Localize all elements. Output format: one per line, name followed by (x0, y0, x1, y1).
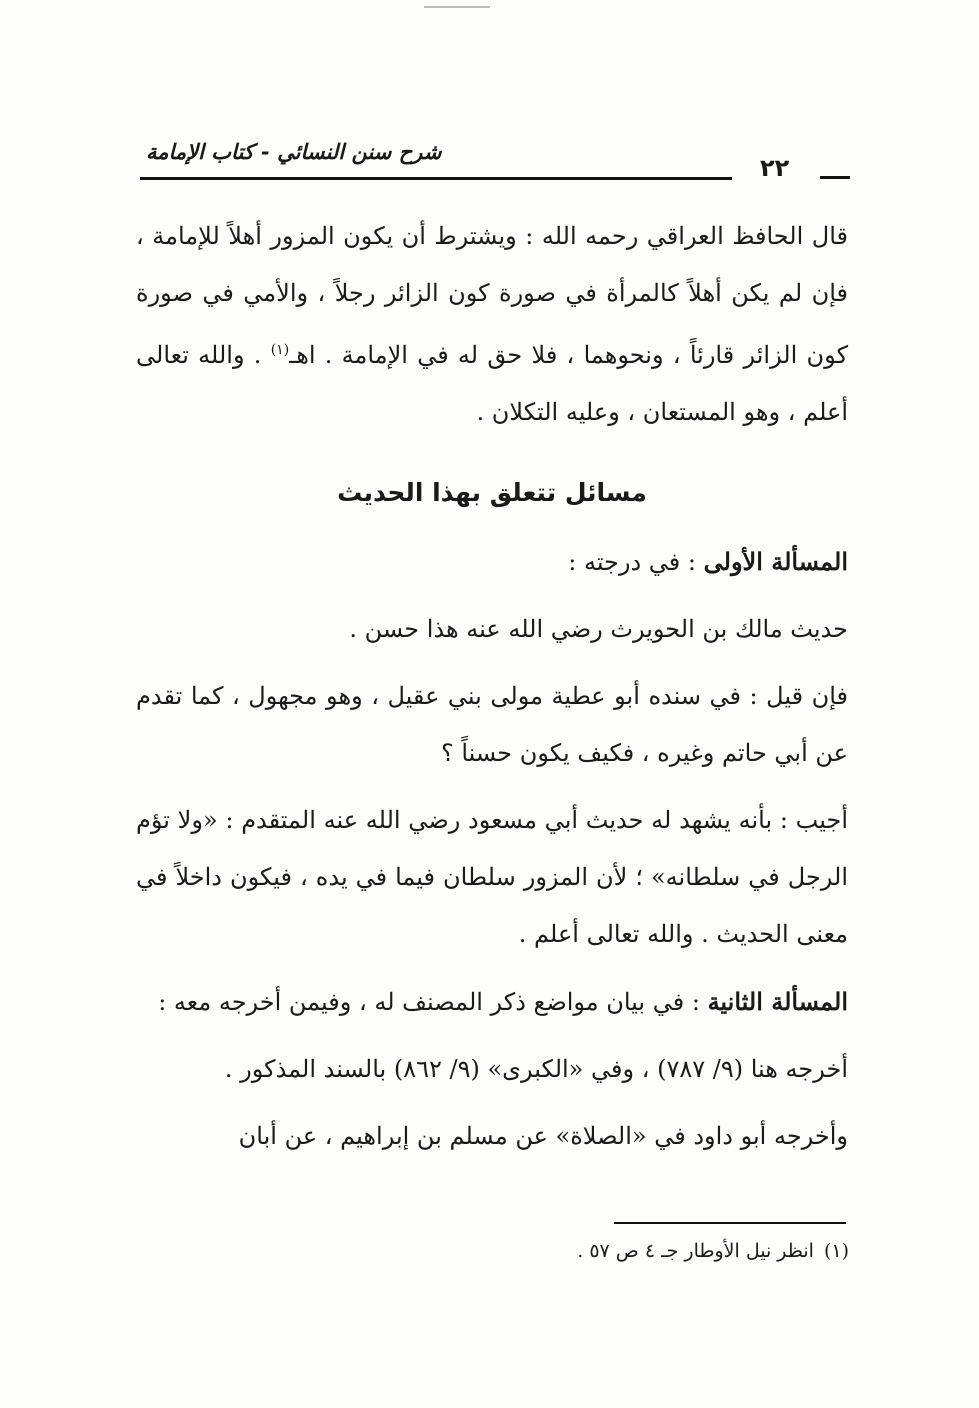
page-number: ٢٢ (760, 154, 790, 182)
footnote-rule (614, 1222, 846, 1224)
page-body (136, 208, 848, 1165)
footnote-number: (١) (823, 1240, 849, 1262)
question-two-text: : في بيان مواضع ذكر المصنف له ، وفيمن أخرجه معه : (158, 988, 708, 1016)
question-one-heading (136, 533, 848, 591)
section-title: مسائل تتعلق بهذا الحديث (337, 478, 647, 507)
running-header (140, 140, 851, 184)
paragraph-sources: أخرجه هنا (٩/ ٧٨٧) ، وفي «الكبرى» (٩/ ٨٦٢) بالسند المذكور . (224, 1055, 848, 1083)
footnote-ref: (١) (270, 342, 290, 358)
paragraph-answer: أجيب : بأنه يشهد له حديث أبي مسعود رضي الله عنه المتقدم : «ولا تؤم الرجل في سلطانه» ؛ لأن المزور سلطان فيما في يده ، فيكون داخلاً في معنى الحديث . والله تعالى أعلم . (136, 806, 848, 948)
quote-tail: . والله تعالى أعلم ، وهو المستعان ، وعليه التكلان . (136, 341, 848, 426)
quote-text: قال الحافظ العراقي رحمه الله : ويشترط أن يكون المزور أهلاً للإمامة ، فإن لم يكن أهلاً كالمرأة في صورة كون الزائر رجلاً ، والأمي في صورة كون الزائر قارئاً ، ونحوهما ، فلا حق له في الإمامة . اهـ (136, 222, 848, 369)
question-two-heading (136, 973, 848, 1031)
paragraph-objection: فإن قيل : في سنده أبو عطية مولى بني عقيل ، وهو مجهول ، كما تقدم عن أبي حاتم وغيره ، فكيف يكون حسناً ؟ (136, 682, 848, 767)
question-two-label: المسألة الثانية (707, 987, 848, 1016)
footnote-text: انظر نيل الأوطار جـ ٤ ص ٥٧ . (577, 1240, 814, 1262)
footnote (577, 1240, 849, 1262)
paragraph-grade: حديث مالك بن الحويرث رضي الله عنه هذا حسن . (349, 615, 848, 643)
question-one-text: : في درجته : (568, 548, 704, 576)
question-one-label: المسألة الأولى (703, 547, 848, 576)
page-number-dash (820, 176, 850, 179)
header-rule (140, 177, 732, 180)
paragraph-iraqi-quote (136, 208, 848, 441)
top-edge-mark (424, 6, 490, 8)
paragraph-abu-dawud: وأخرجه أبو داود في «الصلاة» عن مسلم بن إبراهيم ، عن أبان (238, 1122, 848, 1150)
book-title: شرح سنن النسائي - كتاب الإمامة (146, 140, 442, 164)
